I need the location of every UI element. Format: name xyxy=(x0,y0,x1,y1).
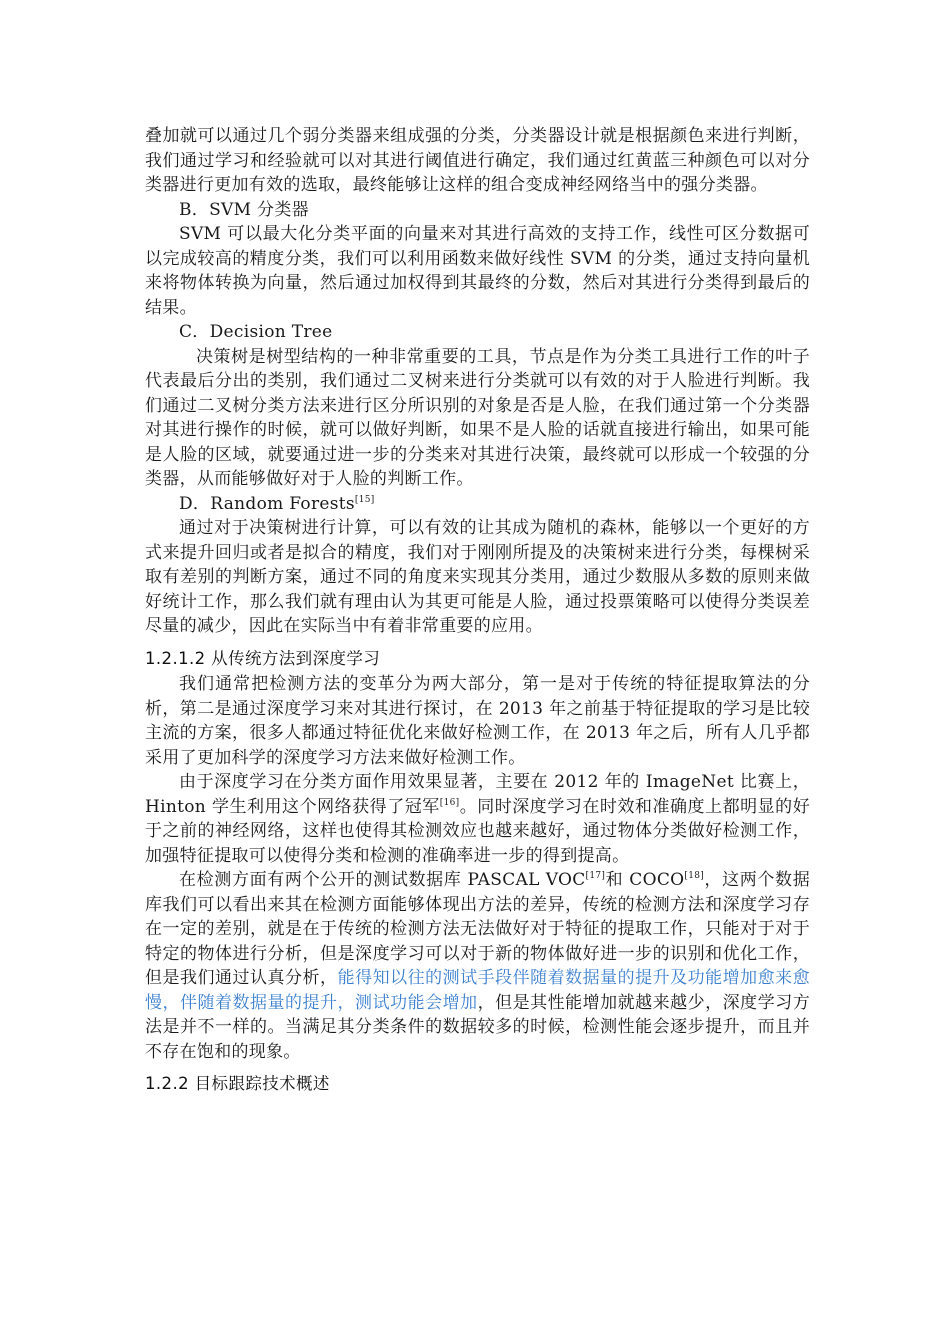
svm-paragraph: SVM 可以最大化分类平面的向量来对其进行高效的支持工作，线性可区分数据可以完成较高的精度分类，我们可以利用函数来做好线性 SVM 的分类，通过支持向量机来将物体转换为向量，然后通过加权得到其最终的分数，然后对其进行分类得到最后的结果。 xyxy=(145,224,810,318)
paragraph-2-text-b: 。同时深度学习在时效和准确度上都明显的好于之前的神经网络，这样也使得其检测效应也越来越好，通过物体分类做好检测工作，加强特征提取可以使得分类和检测的准确率进一步的得到提高。 xyxy=(145,796,810,866)
citation-15: [15] xyxy=(354,494,375,505)
deep-learning-paragraph-3 xyxy=(145,868,810,1064)
decision-tree-paragraph: 决策树是树型结构的一种非常重要的工具，节点是作为分类工具进行工作的叶子代表最后分出的类别，我们通过二叉树来进行分类就可以有效的对于人脸进行判断。我们通过二叉树分类方法来进行区分所识别的对象是否是人脸，在我们通过第一个分类器对其进行操作的时候，就可以做好判断，如果不是人脸的话就直接进行输出，如果可能是人脸的区域，就要通过进一步的分类来对其进行决策，最终就可以形成一个较强的分类器，从而能够做好对于人脸的判断工作。 xyxy=(145,346,810,489)
random-forests-paragraph: 通过对于决策树进行计算，可以有效的让其成为随机的森林，能够以一个更好的方式来提升回归或者是拟合的精度，我们对于刚刚所提及的决策树来进行分类，每棵树采取有差别的判断方案，通过不同的角度来实现其分类用，通过少数服从多数的原则来做好统计工作，那么我们就有理由认为其更可能是人脸，通过投票策略可以使得分类误差尽量的减少，因此在实际当中有着非常重要的应用。 xyxy=(145,518,810,636)
section-heading-1212: 1.2.1.2 从传统方法到深度学习 xyxy=(145,648,381,668)
deep-learning-paragraph-1: 我们通常把检测方法的变革分为两大部分，第一是对于传统的特征提取算法的分析，第二是通过深度学习来对其进行探讨，在 2013 年之前基于特征提取的学习是比较主流的方案，很多人都通过特征优化来做好检测工作，在 2013 年之后，所有人几乎都采用了更加科学的深度学习方法来做好检测工作。 xyxy=(145,674,810,768)
random-forests-heading xyxy=(145,492,810,517)
paragraph-3-text-a: 在检测方面有两个公开的测试数据库 PASCAL VOC xyxy=(179,870,586,890)
paragraph-3-text-b: 和 COCO xyxy=(605,870,685,890)
paragraph-3-text-c: ，这两个数据库我们可以看出来其在检测方面能够体现出方法的差异，传统的检测方法和深度学习存在一定的差别，就是在于传统的检测方法无法做好对于特征的提取工作，只能对于对于特定的物体进行分析，但是深度学习可以对于新的物体做好进一步的识别和优化工作，但是我们通过认真分析， xyxy=(145,870,810,988)
section-heading-122: 1.2.2 目标跟踪技术概述 xyxy=(145,1074,330,1093)
random-forests-heading-text: D．Random Forests xyxy=(179,493,355,514)
document-body xyxy=(145,124,810,1097)
highlighted-text: 能得知以往的测试手段伴随着数据量的提升及功能增加愈来愈慢，伴随着数据量的提升，测试功能会增加 xyxy=(145,968,810,1013)
decision-tree-heading: C．Decision Tree xyxy=(179,322,333,342)
citation-16: [16] xyxy=(439,797,460,808)
citation-18: [18] xyxy=(684,871,705,881)
paragraph-3-text-d: ，但是其性能增加就越来越少，深度学习方法是并不一样的。当满足其分类条件的数据较多的时候，检测性能会逐步提升，而且并不存在饱和的现象。 xyxy=(145,992,811,1062)
citation-17: [17] xyxy=(585,871,606,881)
deep-learning-paragraph-2 xyxy=(145,770,810,868)
svm-heading: B．SVM 分类器 xyxy=(179,199,309,220)
intro-paragraph: 叠加就可以通过几个弱分类器来组成强的分类，分类器设计就是根据颜色来进行判断，我们通过学习和经验就可以对其进行阈值进行确定，我们通过红黄蓝三种颜色可以对分类器进行更加有效的选取，最终能够让这样的组合变成神经网络当中的强分类器。 xyxy=(145,126,810,195)
paragraph-2-text-a: 由于深度学习在分类方面作用效果显著，主要在 2012 年的 ImageNet 比赛上，Hinton 学生利用这个网络获得了冠军 xyxy=(145,772,810,817)
